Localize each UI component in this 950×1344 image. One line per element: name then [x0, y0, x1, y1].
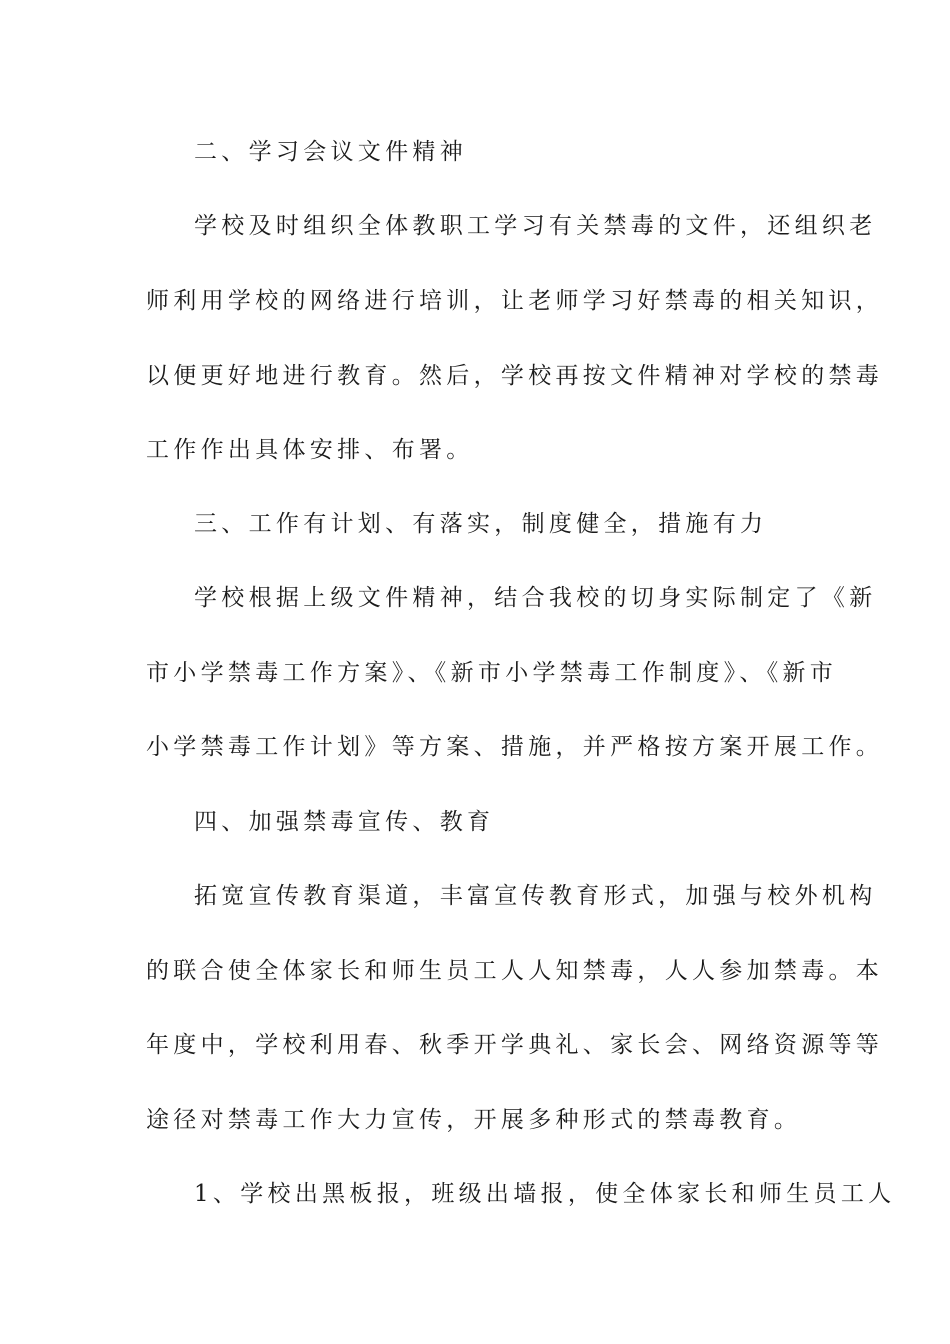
paragraph-line: 市小学禁毒工作方案》、《新市小学禁毒工作制度》、《新市 — [146, 660, 838, 686]
heading-section-3: 三、工作有计划、有落实，制度健全，措施有力 — [194, 511, 768, 537]
paragraph-line: 学校及时组织全体教职工学习有关禁毒的文件，还组织老 — [194, 213, 877, 239]
paragraph-line: 年度中，学校利用春、秋季开学典礼、家长会、网络资源等等 — [146, 1032, 884, 1058]
paragraph-line: 以便更好地进行教育。然后，学校再按文件精神对学校的禁毒 — [146, 363, 884, 389]
paragraph-line: 小学禁毒工作计划》等方案、措施，并严格按方案开展工作。 — [146, 734, 884, 760]
paragraph-line: 的联合使全体家长和师生员工人人知禁毒，人人参加禁毒。本 — [146, 958, 884, 984]
heading-section-4: 四、加强禁毒宣传、教育 — [194, 809, 495, 835]
paragraph-line: 学校根据上级文件精神，结合我校的切身实际制定了《新 — [194, 585, 877, 611]
paragraph-line: 师利用学校的网络进行培训，让老师学习好禁毒的相关知识， — [146, 288, 884, 314]
heading-section-2: 二、学习会议文件精神 — [194, 139, 467, 165]
paragraph-line: 工作作出具体安排、布署。 — [146, 437, 474, 463]
paragraph-line: 拓宽宣传教育渠道，丰富宣传教育形式，加强与校外机构 — [194, 883, 877, 909]
paragraph-line: 途径对禁毒工作大力宣传，开展多种形式的禁毒教育。 — [146, 1107, 802, 1133]
list-item-1: 1、学校出黑板报，班级出墙报，使全体家长和师生员工人 — [194, 1181, 896, 1207]
